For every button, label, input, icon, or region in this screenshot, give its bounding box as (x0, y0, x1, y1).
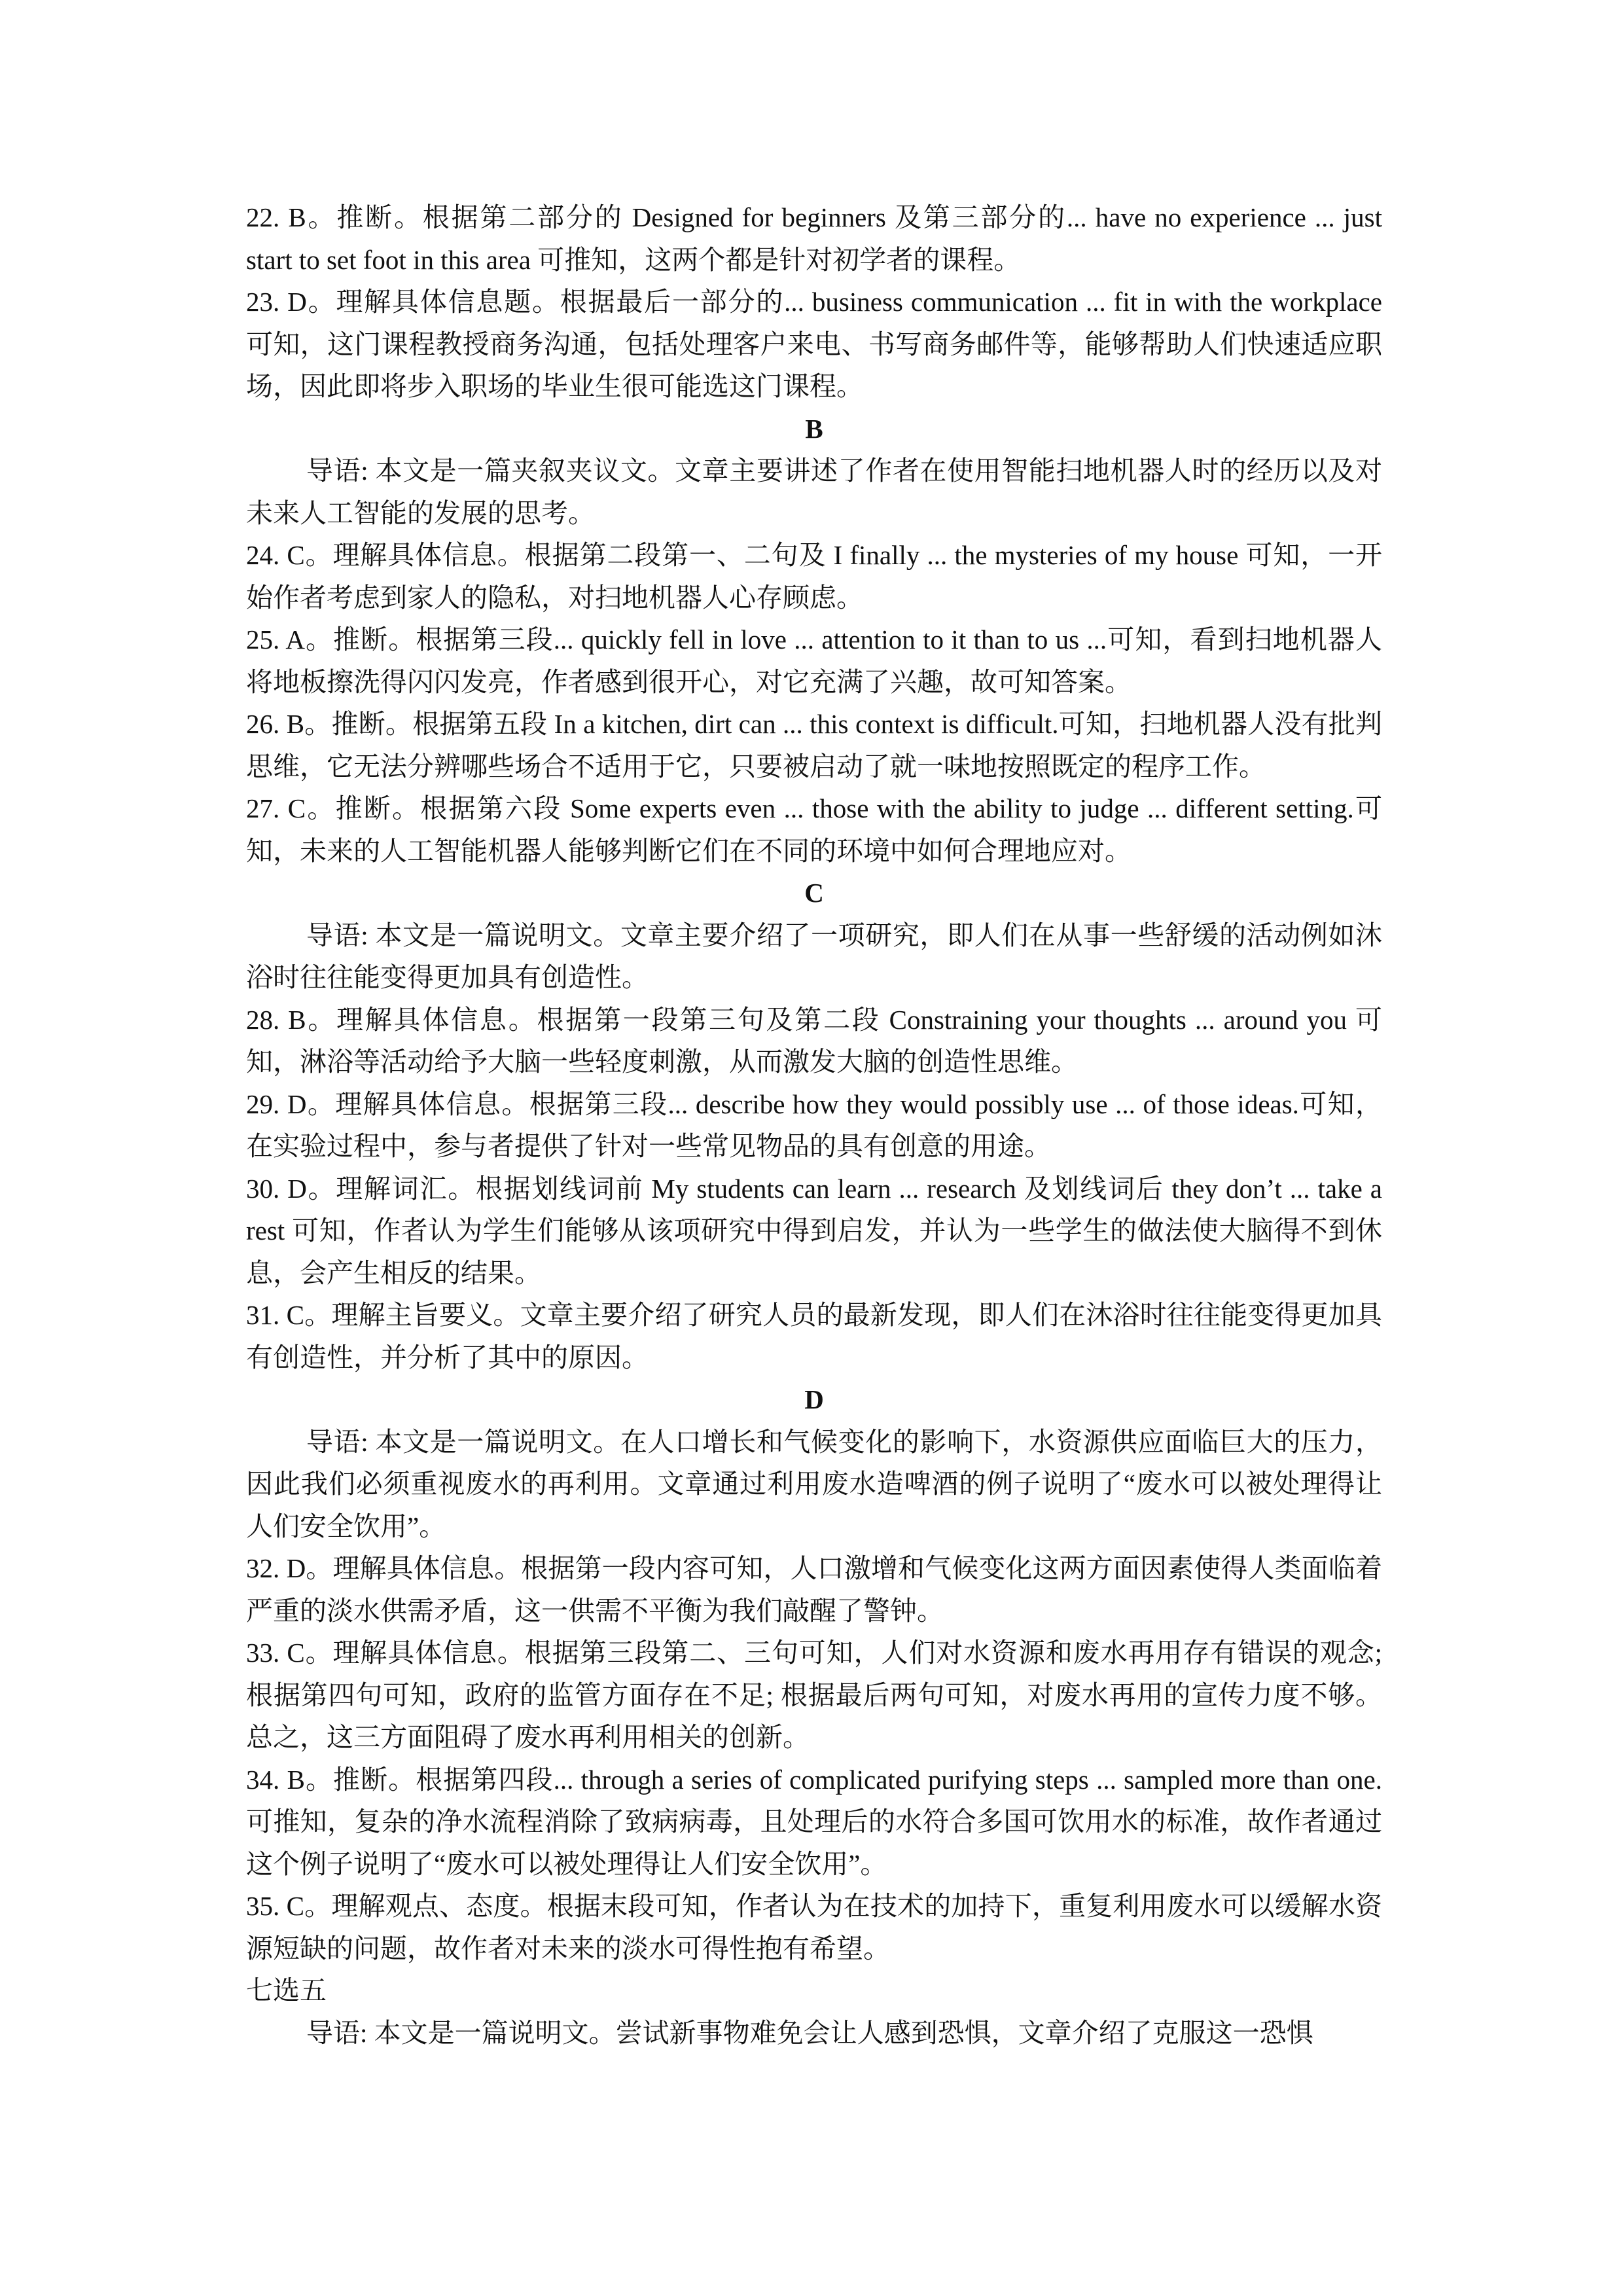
answer-35: 35. C。理解观点、态度。根据末段可知，作者认为在技术的加持下，重复利用废水可以缓解水资源短缺的问题，故作者对未来的淡水可得性抱有希望。 (246, 1891, 1382, 1964)
intro-seven-choose-five: 导语: 本文是一篇说明文。尝试新事物难免会让人感到恐惧，文章介绍了克服这一恐惧 (306, 2017, 1313, 2048)
answer-26: 26. B。推断。根据第五段 In a kitchen, dirt can ... this context is difficult.可知，扫地机器人没有批判思维，它无法分辨哪些场合不适用于它，只要被启动了就一味地按照既定的程序工作。 (246, 709, 1382, 781)
answer-key-page (246, 196, 1382, 2054)
answer-30: 30. D。理解词汇。根据划线词前 My students can learn ... research 及划线词后 they don’t ... take a rest 可知，作者认为学生们能够从该项研究中得到启发，并认为一些学生的做法使大脑得不到休息，会产生相反的结果。 (246, 1173, 1382, 1288)
intro-b: 导语: 本文是一篇夹叙夹议文。文章主要讲述了作者在使用智能扫地机器人时的经历以及对未来人工智能的发展的思考。 (246, 456, 1382, 528)
answer-34: 34. B。推断。根据第四段... through a series of complicated purifying steps ... sampled more than one.可推知，复杂的净水流程消除了致病病毒，且处理后的水符合多国可饮用水的标准，故作者通过这个例子说明了“废水可以被处理得让人们安全饮用”。 (246, 1764, 1382, 1879)
section-heading-d: D (804, 1384, 824, 1414)
answer-31: 31. C。理解主旨要义。文章主要介绍了研究人员的最新发现，即人们在沐浴时往往能变得更加具有创造性，并分析了其中的原因。 (246, 1300, 1382, 1372)
section-heading-b: B (805, 413, 823, 444)
section-heading-seven-choose-five: 七选五 (246, 1975, 327, 2005)
answer-29: 29. D。理解具体信息。根据第三段... describe how they would possibly use ... of those ideas.可知，在实验过程中，参与者提供了针对一些常见物品的具有创意的用途。 (246, 1088, 1382, 1161)
answer-32: 32. D。理解具体信息。根据第一段内容可知，人口激增和气候变化这两方面因素使得人类面临着严重的淡水供需矛盾，这一供需不平衡为我们敲醒了警钟。 (246, 1553, 1382, 1626)
answer-24: 24. C。理解具体信息。根据第二段第一、二句及 I finally ... the mysteries of my house 可知，一开始作者考虑到家人的隐私，对扫地机器人心存顾虑。 (246, 540, 1382, 613)
intro-d: 导语: 本文是一篇说明文。在人口增长和气候变化的影响下，水资源供应面临巨大的压力，因此我们必须重视废水的再利用。文章通过利用废水造啤酒的例子说明了“废水可以被处理得让人们安全饮用”。 (246, 1426, 1382, 1541)
section-heading-c: C (804, 878, 824, 908)
answer-22: 22. B。推断。根据第二部分的 Designed for beginners 及第三部分的... have no experience ... just start to set foot in this area 可推知，这两个都是针对初学者的课程。 (246, 202, 1382, 275)
answer-28: 28. B。理解具体信息。根据第一段第三句及第二段 Constraining your thoughts ... around you 可知，淋浴等活动给予大脑一些轻度刺激，从而激发大脑的创造性思维。 (246, 1004, 1382, 1077)
answer-27: 27. C。推断。根据第六段 Some experts even ... those with the ability to judge ... different setting.可知，未来的人工智能机器人能够判断它们在不同的环境中如何合理地应对。 (246, 793, 1382, 866)
intro-c: 导语: 本文是一篇说明文。文章主要介绍了一项研究，即人们在从事一些舒缓的活动例如沐浴时往往能变得更加具有创造性。 (246, 920, 1382, 992)
answer-33: 33. C。理解具体信息。根据第三段第二、三句可知，人们对水资源和废水再用存有错误的观念; 根据第四句可知，政府的监管方面存在不足; 根据最后两句可知，对废水再用的宣传力度不够。总之，这三方面阻碍了废水再利用相关的创新。 (246, 1638, 1382, 1752)
answer-23: 23. D。理解具体信息题。根据最后一部分的... business communication ... fit in with the workplace 可知，这门课程教授商务沟通，包括处理客户来电、书写商务邮件等，能够帮助人们快速适应职场，因此即将步入职场的毕业生很可能选这门课程。 (246, 287, 1382, 401)
answer-25: 25. A。推断。根据第三段... quickly fell in love ... attention to it than to us ...可知，看到扫地机器人将地板擦洗得闪闪发亮，作者感到很开心，对它充满了兴趣，故可知答案。 (246, 624, 1382, 697)
